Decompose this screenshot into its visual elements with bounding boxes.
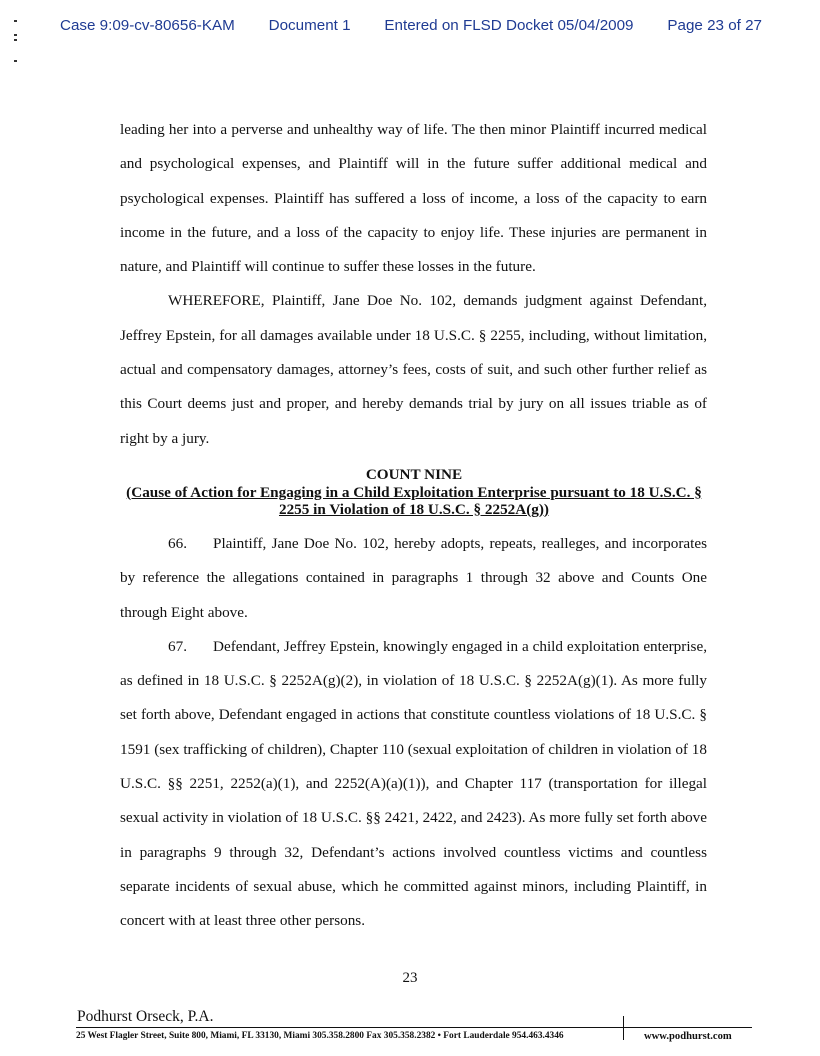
footer-website: www.podhurst.com xyxy=(644,1031,732,1042)
footer-address: 25 West Flagler Street, Suite 800, Miami, FL 33130, Miami 305.358.2800 Fax 305.358.2382 • Fort Lauderdale 954.463.4346 xyxy=(76,1031,564,1041)
footer-vertical-divider xyxy=(623,1016,624,1040)
wherefore-paragraph: WHEREFORE, Plaintiff, Jane Doe No. 102, demands judgment against Defendant, Jeffrey Epstein, for all damages available under 18 U.S.C. § 2255, including, without limitation, actual and compensatory damages, attorney’s fees, costs of suit, and such other further relief as this Court deems just and proper, and hereby demands trial by jury on all issues triable as of right by a jury. xyxy=(120,292,707,447)
numbered-paragraph xyxy=(120,527,707,630)
case-number: Case 9:09-cv-80656-KAM xyxy=(60,17,235,34)
paragraph-continuation: leading her into a perverse and unhealthy way of life. The then minor Plaintiff incurred medical and psychological expenses, and Plaintiff will in the future suffer additional medical and psychological expenses. Plaintiff has suffered a loss of income, a loss of the capacity to earn income in the future, and a loss of the capacity to enjoy life. These injuries are permanent in nature, and Plaintiff will continue to suffer these losses in the future. xyxy=(120,121,707,276)
document-number: Document 1 xyxy=(268,17,351,34)
docket-entry: Entered on FLSD Docket 05/04/2009 xyxy=(384,17,634,34)
count-title: COUNT NINE xyxy=(365,466,463,483)
paragraph-text: Plaintiff, Jane Doe No. 102, hereby adopts, repeats, realleges, and incorporates by reference the allegations contained in paragraphs 1 through 32 above and Counts One through Eight above. xyxy=(120,535,707,621)
count-subtitle: (Cause of Action for Engaging in a Child Exploitation Enterprise pursuant to 18 U.S.C. § 2255 in Violation of 18 U.S.C. § 2252A(g)) xyxy=(126,483,702,518)
page-number: 23 xyxy=(402,970,418,986)
body-text-bottom xyxy=(120,527,707,939)
paragraph-text: Defendant, Jeffrey Epstein, knowingly engaged in a child exploitation enterprise, as defined in 18 U.S.C. § 2252A(g)(2), in violation of 18 U.S.C. § 2252A(g)(1). As more fully set forth above, Defendant engaged in actions that constitute countless violations of 18 U.S.C. § 1591 (sex trafficking of children), Chapter 110 (sexual exploitation of children in violation of 18 U.S.C. §§ 2251, 2252(a)(1), and 2252(A)(a)(1)), and Chapter 117 (transportation for illegal sexual activity in violation of 18 U.S.C. §§ 2421, 2422, and 2423). As more fully set forth above in paragraphs 9 through 32, Defendant’s actions involved countless victims and countless separate incidents of sexual abuse, which he committed against minors, including Plaintiff, in concert with at least three other persons. xyxy=(120,637,707,930)
paragraph-number: 67. xyxy=(168,637,187,655)
page-of-total: Page 23 of 27 xyxy=(667,17,762,34)
body-text-top xyxy=(120,113,707,456)
paragraph-number: 66. xyxy=(168,535,187,552)
scan-artifact-marks xyxy=(14,20,20,64)
numbered-paragraph xyxy=(120,630,707,939)
footer-firm-name: Podhurst Orseck, P.A. xyxy=(77,1008,214,1025)
footer-divider xyxy=(76,1027,752,1028)
count-heading xyxy=(114,466,714,519)
docket-header xyxy=(60,17,762,34)
